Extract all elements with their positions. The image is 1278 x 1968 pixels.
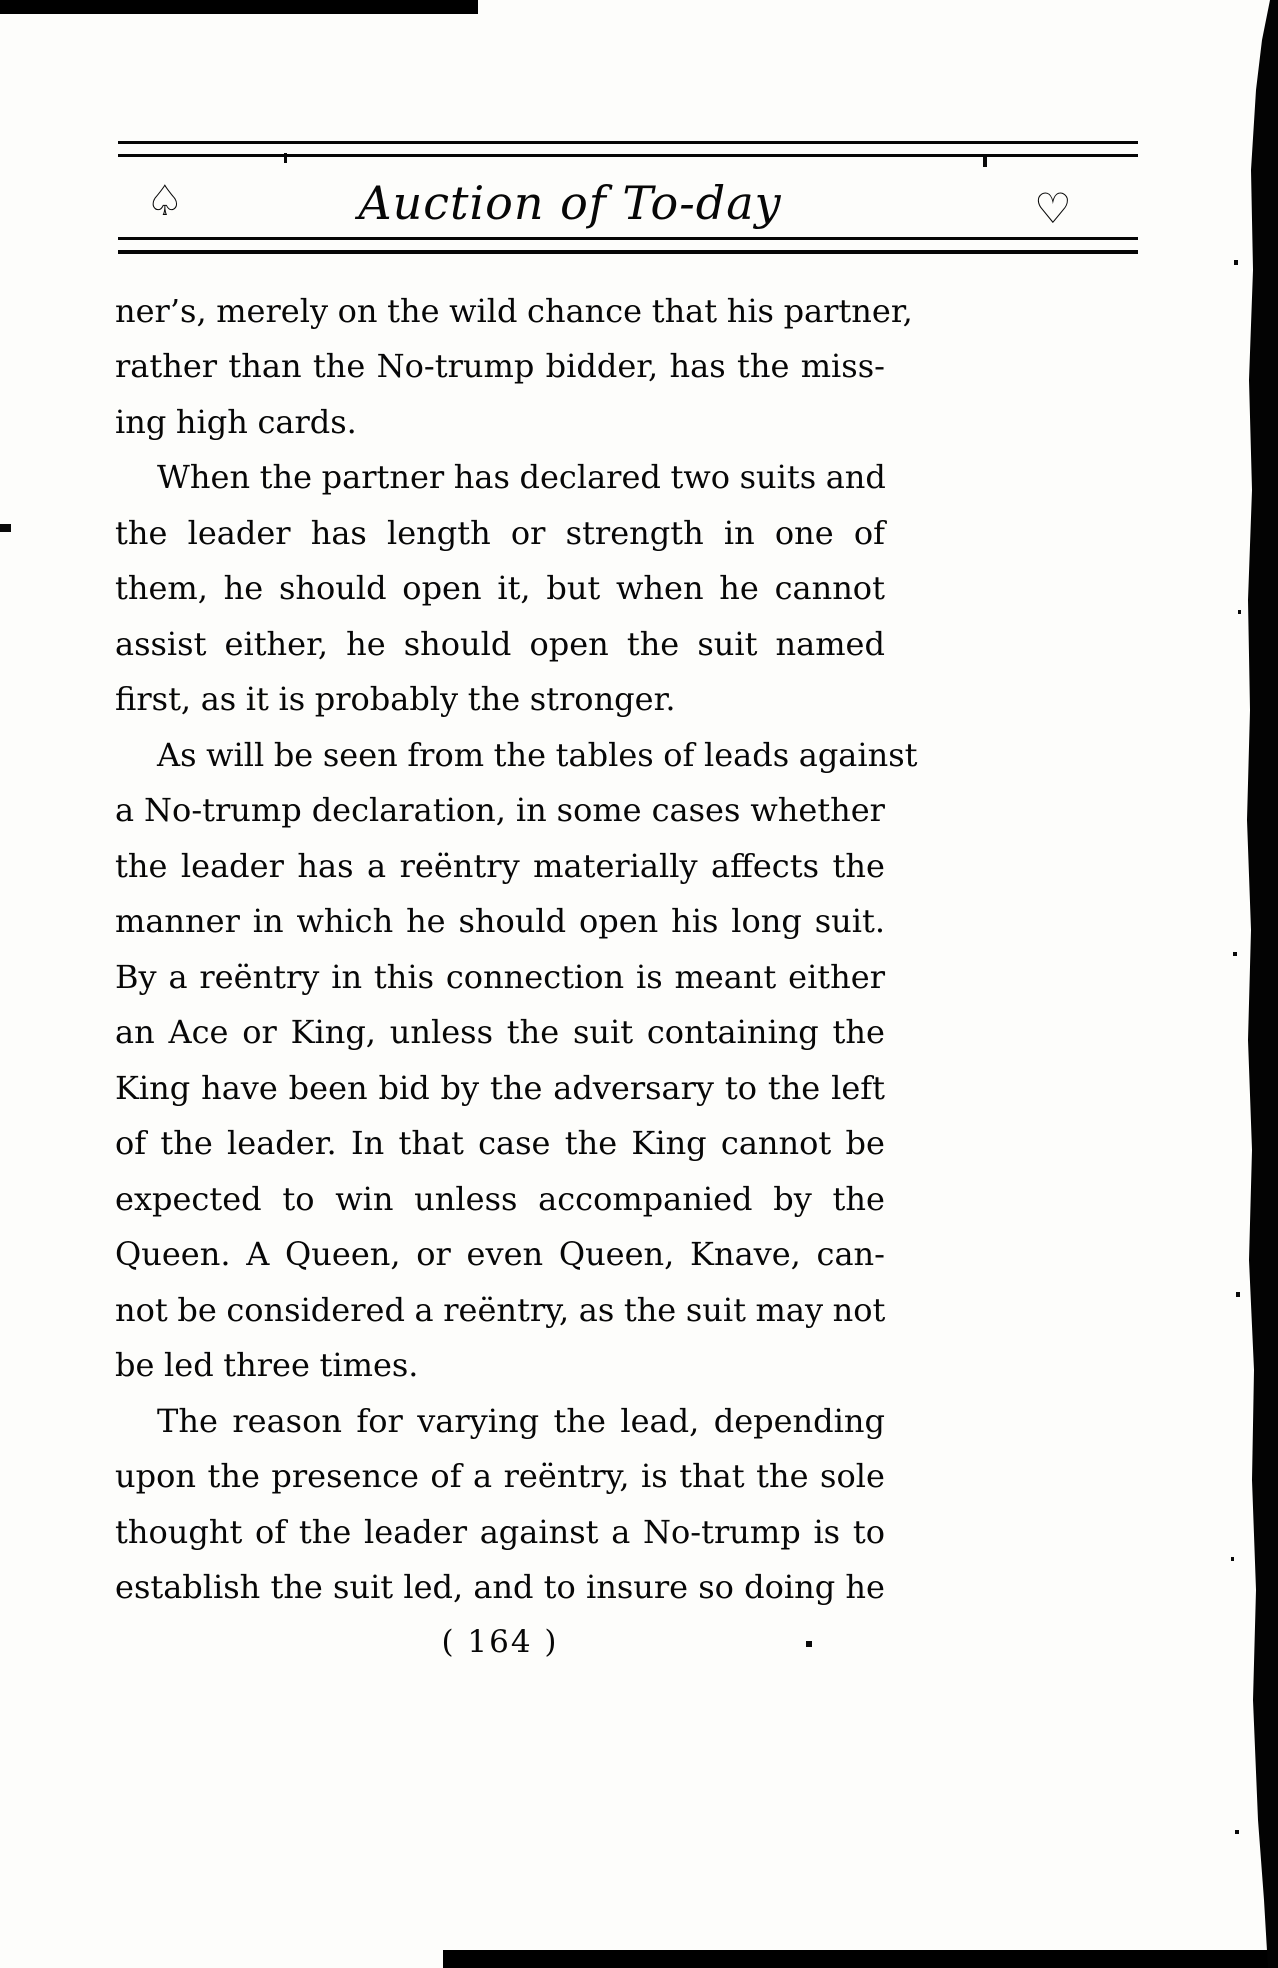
- word: that: [679, 1457, 745, 1496]
- word: Knave,: [690, 1235, 801, 1274]
- word: King: [115, 1068, 191, 1107]
- body-line: [115, 727, 918, 783]
- word: suit.: [814, 902, 885, 941]
- body-line: [115, 1282, 885, 1338]
- word: expected: [115, 1179, 262, 1218]
- header-rule-top-2: [118, 154, 1138, 157]
- word: insure: [585, 1568, 689, 1607]
- word: he: [845, 1568, 885, 1607]
- word: of: [255, 1512, 287, 1551]
- body-line: [115, 1116, 885, 1172]
- word: the: [259, 458, 313, 497]
- scan-artifact-top-bar: [0, 0, 478, 14]
- word: in: [723, 513, 755, 552]
- body-line: [115, 1393, 885, 1449]
- word: leader: [180, 846, 284, 885]
- word: is: [813, 1512, 841, 1551]
- word: left: [831, 1068, 885, 1107]
- word: been: [288, 1068, 368, 1107]
- body-line: [115, 1504, 885, 1560]
- word: leader: [187, 513, 291, 552]
- body-line: [115, 505, 885, 561]
- word: stronger.: [529, 680, 676, 719]
- word: seen: [322, 735, 398, 774]
- word: merely: [216, 291, 329, 330]
- body-line: [115, 1338, 885, 1394]
- word: is: [278, 680, 306, 719]
- word: the: [207, 1457, 260, 1496]
- word: be: [273, 735, 314, 774]
- body-text-block: [115, 283, 918, 1671]
- word: by: [773, 1179, 812, 1218]
- word: a: [168, 957, 188, 996]
- word: suit: [685, 1290, 746, 1329]
- body-line: [115, 1227, 885, 1283]
- word: The: [157, 1401, 218, 1440]
- spade-suit-icon: ♤: [146, 176, 184, 225]
- word: declared: [519, 458, 661, 497]
- word: can-: [816, 1235, 885, 1274]
- word: has: [669, 347, 726, 386]
- body-line: [115, 1171, 885, 1227]
- word: partner,: [783, 291, 913, 330]
- word: should: [278, 569, 387, 608]
- word: leads: [703, 735, 790, 774]
- word: the: [832, 1013, 885, 1052]
- word: may: [755, 1290, 824, 1329]
- word: King,: [290, 1013, 376, 1052]
- word: the: [298, 1512, 352, 1551]
- word: times.: [319, 1346, 419, 1385]
- word: by: [440, 1068, 480, 1107]
- word: By: [115, 957, 157, 996]
- word: so: [698, 1568, 734, 1607]
- word: be: [115, 1346, 155, 1385]
- word: of: [663, 735, 695, 774]
- word: suit: [697, 624, 758, 663]
- word: long: [731, 902, 802, 941]
- word: reëntry: [399, 846, 520, 885]
- word: three: [223, 1346, 310, 1385]
- word: be: [845, 1124, 885, 1163]
- word: or: [416, 1235, 451, 1274]
- word: the: [553, 1401, 606, 1440]
- word: them,: [115, 569, 208, 608]
- header-rule-bottom-1: [118, 237, 1138, 240]
- word: against: [479, 1512, 599, 1551]
- body-line: [115, 450, 885, 506]
- scan-speck: [1233, 952, 1237, 956]
- word: than: [228, 347, 302, 386]
- word: Queen,: [558, 1235, 675, 1274]
- word: even: [466, 1235, 544, 1274]
- word: meant: [674, 957, 777, 996]
- word: tables: [555, 735, 654, 774]
- word: presence: [271, 1457, 419, 1496]
- word: in: [515, 791, 547, 830]
- word: a: [367, 846, 387, 885]
- word: unless: [414, 1179, 518, 1218]
- word: have: [201, 1068, 278, 1107]
- word: which: [296, 902, 394, 941]
- word: a: [414, 1290, 434, 1329]
- word: chance: [527, 291, 643, 330]
- word: the: [832, 1179, 885, 1218]
- word: a: [611, 1512, 631, 1551]
- word: affects: [711, 846, 819, 885]
- word: first,: [115, 680, 192, 719]
- word: bidder,: [545, 347, 659, 386]
- word: upon: [115, 1457, 196, 1496]
- word: to: [543, 1568, 576, 1607]
- word: led,: [403, 1568, 464, 1607]
- word: As: [157, 735, 197, 774]
- word: lead,: [620, 1401, 700, 1440]
- word: the: [756, 1457, 809, 1496]
- word: the: [626, 624, 680, 663]
- word: the: [160, 1124, 213, 1163]
- word: the: [493, 735, 547, 774]
- word: to: [282, 1179, 315, 1218]
- word: from: [407, 735, 485, 774]
- word: the: [767, 1068, 821, 1107]
- scan-speck: [1231, 1557, 1234, 1561]
- word: probably: [314, 680, 459, 719]
- word: a: [473, 1457, 493, 1496]
- word: and: [473, 1568, 534, 1607]
- word: this: [373, 957, 435, 996]
- word: the: [489, 1068, 543, 1107]
- word: a: [115, 791, 135, 830]
- word: assist: [115, 624, 207, 663]
- word: depending: [713, 1401, 885, 1440]
- word: should: [403, 624, 512, 663]
- word: reëntry,: [503, 1457, 630, 1496]
- word: thought: [115, 1512, 243, 1551]
- body-line: [115, 949, 885, 1005]
- word: reëntry: [199, 957, 320, 996]
- header-rule-bottom-2: [118, 250, 1138, 254]
- word: or: [242, 1013, 277, 1052]
- page-number: ( 164 ): [441, 1624, 559, 1660]
- word: the: [387, 291, 440, 330]
- word: the: [564, 1124, 618, 1163]
- word: accompanied: [538, 1179, 753, 1218]
- word: is: [635, 957, 663, 996]
- word: he: [719, 569, 759, 608]
- word: of: [430, 1457, 462, 1496]
- scan-speck: [983, 156, 987, 167]
- word: containing: [646, 1013, 819, 1052]
- word: the: [312, 347, 366, 386]
- word: ing: [115, 402, 167, 441]
- word: that: [651, 291, 718, 330]
- word: the: [270, 1568, 323, 1607]
- word: in: [252, 902, 284, 941]
- word: win: [335, 1179, 394, 1218]
- word: No-trump: [144, 791, 302, 830]
- heart-suit-icon: ♡: [1034, 184, 1072, 233]
- word: When: [157, 458, 251, 497]
- word: wild: [449, 291, 518, 330]
- word: two: [670, 458, 730, 497]
- word: establish: [115, 1568, 261, 1607]
- word: the: [623, 1290, 677, 1329]
- word: it: [245, 680, 269, 719]
- word: it,: [497, 569, 531, 608]
- word: the: [115, 846, 168, 885]
- body-line: [115, 838, 885, 894]
- word: King: [631, 1124, 707, 1163]
- word: connection: [445, 957, 625, 996]
- word: unless: [389, 1013, 493, 1052]
- scan-gutter-shadow: [1244, 0, 1278, 1968]
- word: of: [115, 1124, 147, 1163]
- word: open: [402, 569, 482, 608]
- word: whether: [750, 791, 885, 830]
- word: cannot: [774, 569, 885, 608]
- word: A: [246, 1235, 270, 1274]
- body-line: [115, 616, 885, 672]
- word: against: [798, 735, 918, 774]
- word: materially: [533, 846, 698, 885]
- word: an: [115, 1013, 155, 1052]
- word: the: [832, 846, 885, 885]
- word: either,: [224, 624, 329, 663]
- word: case: [478, 1124, 551, 1163]
- word: will: [206, 735, 265, 774]
- word: suit: [572, 1013, 634, 1052]
- word: or: [510, 513, 546, 552]
- word: declaration,: [311, 791, 506, 830]
- word: No-trump: [643, 1512, 801, 1551]
- word: on: [337, 291, 378, 330]
- word: manner: [115, 902, 240, 941]
- word: the: [736, 347, 790, 386]
- body-line: [115, 339, 885, 395]
- word: be: [177, 1290, 217, 1329]
- word: he: [406, 902, 446, 941]
- header-rule-top-1: [118, 141, 1138, 144]
- word: his: [671, 902, 719, 941]
- word: suits: [739, 458, 817, 497]
- word: but: [546, 569, 601, 608]
- word: sole: [820, 1457, 885, 1496]
- word: either: [788, 957, 885, 996]
- word: has: [297, 846, 354, 885]
- word: the: [115, 513, 168, 552]
- word: of: [853, 513, 885, 552]
- word: that: [398, 1124, 464, 1163]
- word: the: [467, 680, 521, 719]
- scan-artifact-bottom-bar: [443, 1950, 1278, 1968]
- word: he: [223, 569, 264, 608]
- word: doing: [744, 1568, 836, 1607]
- word: partner: [321, 458, 445, 497]
- word: is: [641, 1457, 668, 1496]
- word: in: [331, 957, 363, 996]
- word: varying: [417, 1401, 540, 1440]
- body-line: [115, 783, 885, 839]
- word: cards.: [257, 402, 357, 441]
- word: leader: [364, 1512, 467, 1551]
- word: suit: [333, 1568, 394, 1607]
- word: No-trump: [376, 347, 535, 386]
- word: high: [175, 402, 248, 441]
- body-line: [115, 1060, 885, 1116]
- word: as: [578, 1290, 615, 1329]
- word: for: [356, 1401, 403, 1440]
- word: and: [825, 458, 886, 497]
- body-line: [115, 394, 885, 450]
- word: length: [387, 513, 491, 552]
- word: rather: [115, 347, 218, 386]
- running-head-title: Auction of To-day: [358, 176, 782, 230]
- word: one: [774, 513, 834, 552]
- word: cannot: [720, 1124, 832, 1163]
- body-line: [115, 561, 885, 617]
- word: considered: [226, 1290, 405, 1329]
- word: open: [529, 624, 609, 663]
- word: to: [852, 1512, 885, 1551]
- word: reëntry,: [443, 1290, 570, 1329]
- word: adversary: [553, 1068, 714, 1107]
- word: open: [578, 902, 659, 941]
- word: leader.: [227, 1124, 337, 1163]
- word: his: [726, 291, 774, 330]
- word: Ace: [168, 1013, 229, 1052]
- scan-speck: [1238, 610, 1241, 614]
- body-line: [115, 894, 885, 950]
- word: strength: [565, 513, 704, 552]
- word: reason: [232, 1401, 342, 1440]
- word: when: [616, 569, 704, 608]
- word: named: [775, 624, 885, 663]
- body-line: [115, 1005, 885, 1061]
- word: the: [506, 1013, 560, 1052]
- word: bid: [378, 1068, 430, 1107]
- word: ner’s,: [115, 291, 207, 330]
- word: as: [200, 680, 237, 719]
- scan-speck: [1235, 1830, 1239, 1834]
- word: miss-: [800, 347, 885, 386]
- body-line: [115, 1449, 885, 1505]
- word: not: [115, 1290, 168, 1329]
- word: has: [310, 513, 367, 552]
- body-line: [115, 672, 885, 728]
- word: led: [164, 1346, 214, 1385]
- word: should: [458, 902, 567, 941]
- scan-speck: [1234, 260, 1238, 265]
- word: has: [453, 458, 510, 497]
- body-line: [115, 1560, 885, 1616]
- scan-speck: [0, 524, 11, 532]
- scan-speck: [1236, 1292, 1240, 1297]
- word: In: [350, 1124, 385, 1163]
- word: Queen,: [285, 1235, 401, 1274]
- word: to: [724, 1068, 757, 1107]
- word: he: [346, 624, 386, 663]
- word: Queen.: [115, 1235, 231, 1274]
- word: some: [556, 791, 642, 830]
- word: not: [832, 1290, 886, 1329]
- body-line: [115, 283, 913, 339]
- word: cases: [651, 791, 741, 830]
